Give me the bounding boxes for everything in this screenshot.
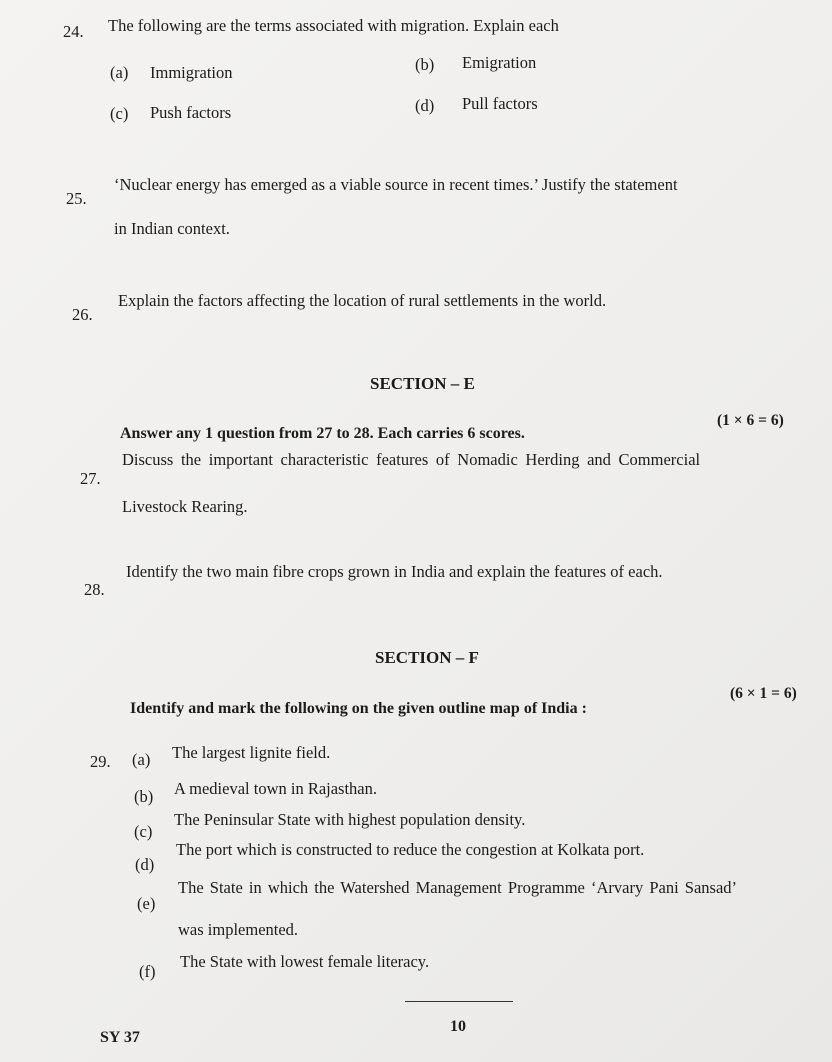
- q29-item-b-text: A medieval town in Rajasthan.: [174, 779, 378, 798]
- q27-number: 27.: [80, 469, 101, 488]
- q24-option-a-label: (a): [110, 63, 129, 82]
- q24-option-d-label: (d): [415, 96, 435, 115]
- q29-item-c-label: (c): [134, 822, 153, 841]
- q28-number: 28.: [84, 580, 105, 599]
- section-f-heading: SECTION – F: [375, 648, 479, 667]
- q29-item-c-text: The Peninsular State with highest population density.: [174, 810, 526, 829]
- q29-item-d-text: The port which is constructed to reduce the congestion at Kolkata port.: [176, 840, 645, 859]
- section-e-instruction: Answer any 1 question from 27 to 28. Each carries 6 scores.: [120, 425, 525, 442]
- q25-line1: ‘Nuclear energy has emerged as a viable source in recent times.’ Justify the statement: [114, 175, 678, 194]
- section-f-score: (6 × 1 = 6): [730, 685, 797, 702]
- q28-text: Identify the two main fibre crops grown in India and explain the features of each.: [126, 562, 663, 581]
- page-number: 10: [450, 1018, 466, 1035]
- q26-text: Explain the factors affecting the location of rural settlements in the world.: [118, 291, 607, 310]
- q24-option-a-text: Immigration: [150, 63, 233, 82]
- q24-text: The following are the terms associated with migration. Explain each: [108, 16, 559, 35]
- q24-option-d-text: Pull factors: [462, 94, 538, 113]
- q24-number: 24.: [63, 22, 84, 41]
- q29-item-b-label: (b): [134, 787, 154, 806]
- q29-item-a-text: The largest lignite field.: [172, 743, 331, 762]
- q29-item-e-line2: was implemented.: [178, 920, 299, 939]
- q29-number: 29.: [90, 752, 111, 771]
- q26-number: 26.: [72, 305, 93, 324]
- q24-option-b-text: Emigration: [462, 53, 537, 72]
- section-f-instruction: Identify and mark the following on the given outline map of India :: [130, 700, 587, 717]
- q27-line2: Livestock Rearing.: [122, 497, 248, 516]
- footer-divider: [405, 1001, 513, 1002]
- q29-item-a-label: (a): [132, 750, 151, 769]
- q24-option-b-label: (b): [415, 55, 435, 74]
- q27-line1: Discuss the important characteristic features of Nomadic Herding and Commercial: [122, 450, 701, 469]
- q29-item-f-label: (f): [139, 962, 156, 981]
- q29-item-d-label: (d): [135, 855, 155, 874]
- section-e-score: (1 × 6 = 6): [717, 412, 784, 429]
- q25-number: 25.: [66, 189, 87, 208]
- q29-item-e-text: The State in which the Watershed Management Programme ‘Arvary Pani Sansad’: [178, 878, 738, 897]
- footer-code: SY 37: [100, 1029, 140, 1046]
- q29-item-f-text: The State with lowest female literacy.: [180, 952, 430, 971]
- q29-item-e-label: (e): [137, 894, 156, 913]
- q24-option-c-text: Push factors: [150, 103, 232, 122]
- q25-line2: in Indian context.: [114, 219, 230, 238]
- section-e-heading: SECTION – E: [370, 374, 475, 393]
- q24-option-c-label: (c): [110, 104, 129, 123]
